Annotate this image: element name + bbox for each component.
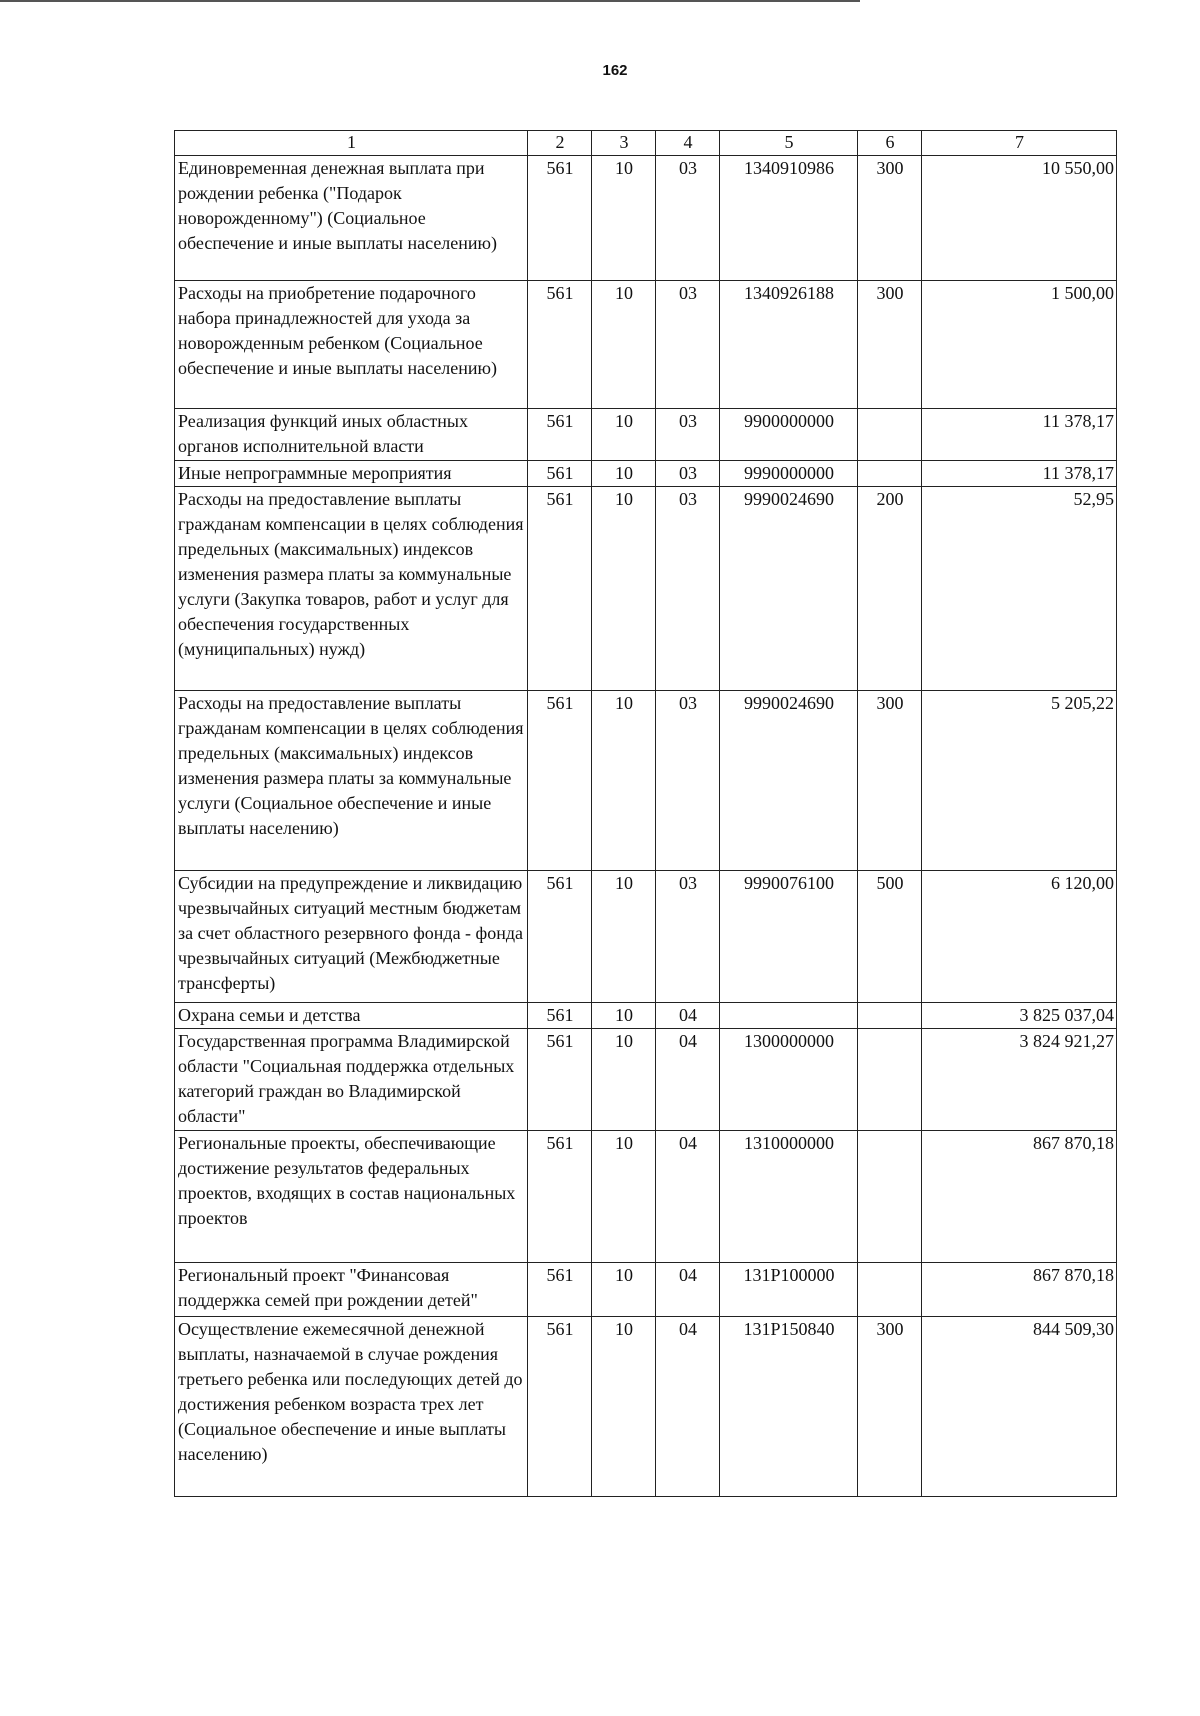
row-col-4: 03 (656, 487, 720, 691)
row-name: Иные непрограммные мероприятия (175, 461, 528, 487)
row-col-4: 04 (656, 1263, 720, 1317)
row-col-4: 03 (656, 156, 720, 281)
row-col-3: 10 (592, 487, 656, 691)
row-col-6: 200 (858, 487, 922, 691)
row-amount: 11 378,17 (922, 461, 1117, 487)
header-cell-6: 6 (858, 131, 922, 156)
header-cell-3: 3 (592, 131, 656, 156)
row-name: Субсидии на предупреждение и ликвидацию чрезвычайных ситуаций местным бюджетам за счет областного резервного фонда - фонда чрезвычайных ситуаций (Межбюджетные трансферты) (175, 871, 528, 1003)
row-col-3: 10 (592, 281, 656, 409)
row-name: Расходы на предоставление выплаты гражданам компенсации в целях соблюдения предельных (максимальных) индексов изменения размера платы за коммунальные услуги (Социальное обеспечение и иные выплаты населению) (175, 691, 528, 871)
row-col-4: 04 (656, 1003, 720, 1029)
table-row (175, 1131, 1117, 1263)
row-name: Единовременная денежная выплата при рождении ребенка ("Подарок новорожденному") (Социальное обеспечение и иные выплаты населению) (175, 156, 528, 281)
row-col-4: 03 (656, 409, 720, 461)
header-cell-2: 2 (528, 131, 592, 156)
row-name: Расходы на предоставление выплаты гражданам компенсации в целях соблюдения предельных (максимальных) индексов изменения размера платы за коммунальные услуги (Закупка товаров, работ и услуг для обеспечения государственных (муниципальных) нужд) (175, 487, 528, 691)
row-name: Расходы на приобретение подарочного набора принадлежностей для ухода за новорожденным ребенком (Социальное обеспечение и иные выплаты населению) (175, 281, 528, 409)
row-amount: 844 509,30 (922, 1317, 1117, 1497)
row-col-5: 1300000000 (720, 1029, 858, 1131)
row-col-5: 9990024690 (720, 487, 858, 691)
row-col-3: 10 (592, 871, 656, 1003)
row-col-5 (720, 1003, 858, 1029)
header-cell-1: 1 (175, 131, 528, 156)
row-col-2: 561 (528, 691, 592, 871)
row-col-4: 04 (656, 1317, 720, 1497)
row-col-6 (858, 409, 922, 461)
row-col-6: 300 (858, 691, 922, 871)
row-col-2: 561 (528, 461, 592, 487)
row-col-4: 03 (656, 281, 720, 409)
row-col-6 (858, 1029, 922, 1131)
row-col-3: 10 (592, 156, 656, 281)
row-col-2: 561 (528, 1003, 592, 1029)
header-row (175, 131, 1117, 156)
header-cell-4: 4 (656, 131, 720, 156)
row-col-4: 03 (656, 871, 720, 1003)
page-number: 162 (602, 62, 628, 79)
table-row (175, 1029, 1117, 1131)
row-col-2: 561 (528, 1317, 592, 1497)
row-col-2: 561 (528, 1029, 592, 1131)
row-col-5: 9990076100 (720, 871, 858, 1003)
row-amount: 5 205,22 (922, 691, 1117, 871)
row-col-5: 1310000000 (720, 1131, 858, 1263)
row-col-3: 10 (592, 1131, 656, 1263)
table-row (175, 1263, 1117, 1317)
row-col-3: 10 (592, 1317, 656, 1497)
row-col-5: 131P150840 (720, 1317, 858, 1497)
row-col-3: 10 (592, 1263, 656, 1317)
row-col-4: 04 (656, 1131, 720, 1263)
row-col-5: 1340910986 (720, 156, 858, 281)
row-amount: 10 550,00 (922, 156, 1117, 281)
row-col-6: 300 (858, 1317, 922, 1497)
row-amount: 867 870,18 (922, 1263, 1117, 1317)
row-amount: 1 500,00 (922, 281, 1117, 409)
row-amount: 3 824 921,27 (922, 1029, 1117, 1131)
row-col-6 (858, 1003, 922, 1029)
row-col-4: 03 (656, 461, 720, 487)
header-cell-7: 7 (922, 131, 1117, 156)
row-col-2: 561 (528, 1263, 592, 1317)
row-col-6 (858, 1131, 922, 1263)
row-col-5: 9990024690 (720, 691, 858, 871)
row-col-3: 10 (592, 691, 656, 871)
row-col-2: 561 (528, 156, 592, 281)
row-col-3: 10 (592, 1029, 656, 1131)
row-col-5: 131P100000 (720, 1263, 858, 1317)
table-row (175, 1317, 1117, 1497)
row-col-2: 561 (528, 1131, 592, 1263)
row-name: Охрана семьи и детства (175, 1003, 528, 1029)
row-amount: 52,95 (922, 487, 1117, 691)
row-name: Реализация функций иных областных органов исполнительной власти (175, 409, 528, 461)
row-name: Региональный проект "Финансовая поддержка семей при рождении детей" (175, 1263, 528, 1317)
row-col-2: 561 (528, 409, 592, 461)
table-row (175, 691, 1117, 871)
row-amount: 6 120,00 (922, 871, 1117, 1003)
table-row (175, 409, 1117, 461)
row-col-6: 300 (858, 281, 922, 409)
row-amount: 11 378,17 (922, 409, 1117, 461)
row-name: Государственная программа Владимирской области "Социальная поддержка отдельных категорий граждан во Владимирской области" (175, 1029, 528, 1131)
row-col-3: 10 (592, 409, 656, 461)
row-col-6 (858, 461, 922, 487)
table-row (175, 156, 1117, 281)
row-col-3: 10 (592, 461, 656, 487)
row-col-5: 1340926188 (720, 281, 858, 409)
scan-top-edge (0, 0, 860, 2)
table-row (175, 281, 1117, 409)
row-col-4: 03 (656, 691, 720, 871)
table-row (175, 487, 1117, 691)
row-col-5: 9990000000 (720, 461, 858, 487)
row-col-6: 300 (858, 156, 922, 281)
budget-table (174, 130, 1117, 1497)
table-row (175, 1003, 1117, 1029)
row-col-4: 04 (656, 1029, 720, 1131)
header-cell-5: 5 (720, 131, 858, 156)
row-amount: 867 870,18 (922, 1131, 1117, 1263)
row-col-2: 561 (528, 871, 592, 1003)
row-col-6: 500 (858, 871, 922, 1003)
row-col-6 (858, 1263, 922, 1317)
row-col-5: 9900000000 (720, 409, 858, 461)
row-name: Осуществление ежемесячной денежной выплаты, назначаемой в случае рождения третьего ребенка или последующих детей до достижения ребенком возраста трех лет (Социальное обеспечение и иные выплаты населению) (175, 1317, 528, 1497)
table-row (175, 461, 1117, 487)
row-amount: 3 825 037,04 (922, 1003, 1117, 1029)
row-col-2: 561 (528, 281, 592, 409)
table-row (175, 871, 1117, 1003)
row-col-2: 561 (528, 487, 592, 691)
row-name: Региональные проекты, обеспечивающие достижение результатов федеральных проектов, входящих в состав национальных проектов (175, 1131, 528, 1263)
row-col-3: 10 (592, 1003, 656, 1029)
